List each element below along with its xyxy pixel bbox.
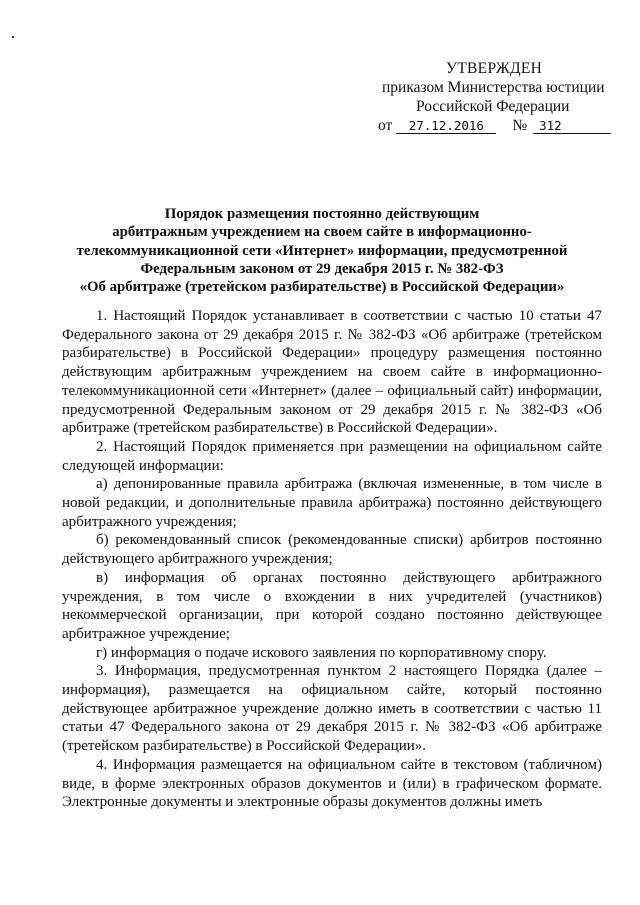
number-label: № [512, 117, 528, 134]
approval-heading: УТВЕРЖДЕН [446, 60, 543, 77]
approval-number: 312 [533, 119, 611, 134]
document-body [62, 307, 602, 812]
paragraph-2: 2. Настоящий Порядок применяется при размещении на официальном сайте следующей информации: [62, 438, 602, 474]
paragraph-2c: в) информация об органах постоянно действующего арбитражного учреждения, в том числе о вхождении в них учредителей (участников) некоммерческой организации, при которой создано постоянно действующее арбитражное учреждение; [62, 569, 602, 642]
approval-ministry-line: Российской Федерации [416, 98, 570, 115]
scan-speck [12, 36, 14, 38]
approval-stamp [378, 59, 608, 135]
paragraph-2d: г) информация о подаче искового заявления по корпоративному спору. [96, 644, 547, 661]
approval-order-line: приказом Министерства юстиции [382, 79, 605, 96]
paragraph-3: 3. Информация, предусмотренная пунктом 2 настоящего Порядка (далее – информация), размещается на официальном сайте, который постоянно действующее арбитражное учреждение должно иметь в соответствии с частью 11 статьи 47 Федерального закона от 29 декабря 2015 г. № 382-ФЗ «Об арбитраже (третейском разбирательстве) в Российской Федерации». [62, 663, 602, 755]
date-prefix: от [378, 117, 393, 134]
paragraph-4: 4. Информация размещается на официальном сайте в текстовом (табличном) виде, в форме электронных образов документов и (или) в графическом формате. Электронные документы и электронные образы документов должны иметь [62, 756, 602, 811]
paragraph-2b: б) рекомендованный список (рекомендованные списки) арбитров постоянно действующего арбитражного учреждения; [62, 532, 602, 568]
paragraph-2a: а) депонированные правила арбитража (включая измененные, в том числе в новой редакции, и дополнительные правила арбитража) постоянно действующего арбитражного учреждения; [62, 476, 602, 530]
approval-date-number-line [378, 116, 608, 135]
paragraph-1: 1. Настоящий Порядок устанавливает в соответствии с частью 10 статьи 47 Федерального закона от 29 декабря 2015 г. № 382-ФЗ «Об арбитраже (третейском разбирательстве) в Российской Федерации» процедуру размещения постоянно действующим арбитражным учреждением на своем сайте в информационно-телекоммуникационной сети «Интернет» (далее – официальный сайт) информации, предусмотренной Федеральным законом от 29 декабря 2015 г. № 382-ФЗ «Об арбитраже (третейском разбирательстве) в Российской Федерации». [62, 308, 602, 437]
document-title: Порядок размещения постоянно действующим арбитражным учреждением на своем сайте в информационно- телекоммуникационной сети «Интернет» информации, предусмотренной Федеральным законом от 29 декабря 2015 г. № 382-ФЗ «Об арбитраже (третейском разбирательстве) в Российской Федерации» [76, 206, 568, 296]
approval-date: 27.12.2016 [396, 119, 496, 134]
